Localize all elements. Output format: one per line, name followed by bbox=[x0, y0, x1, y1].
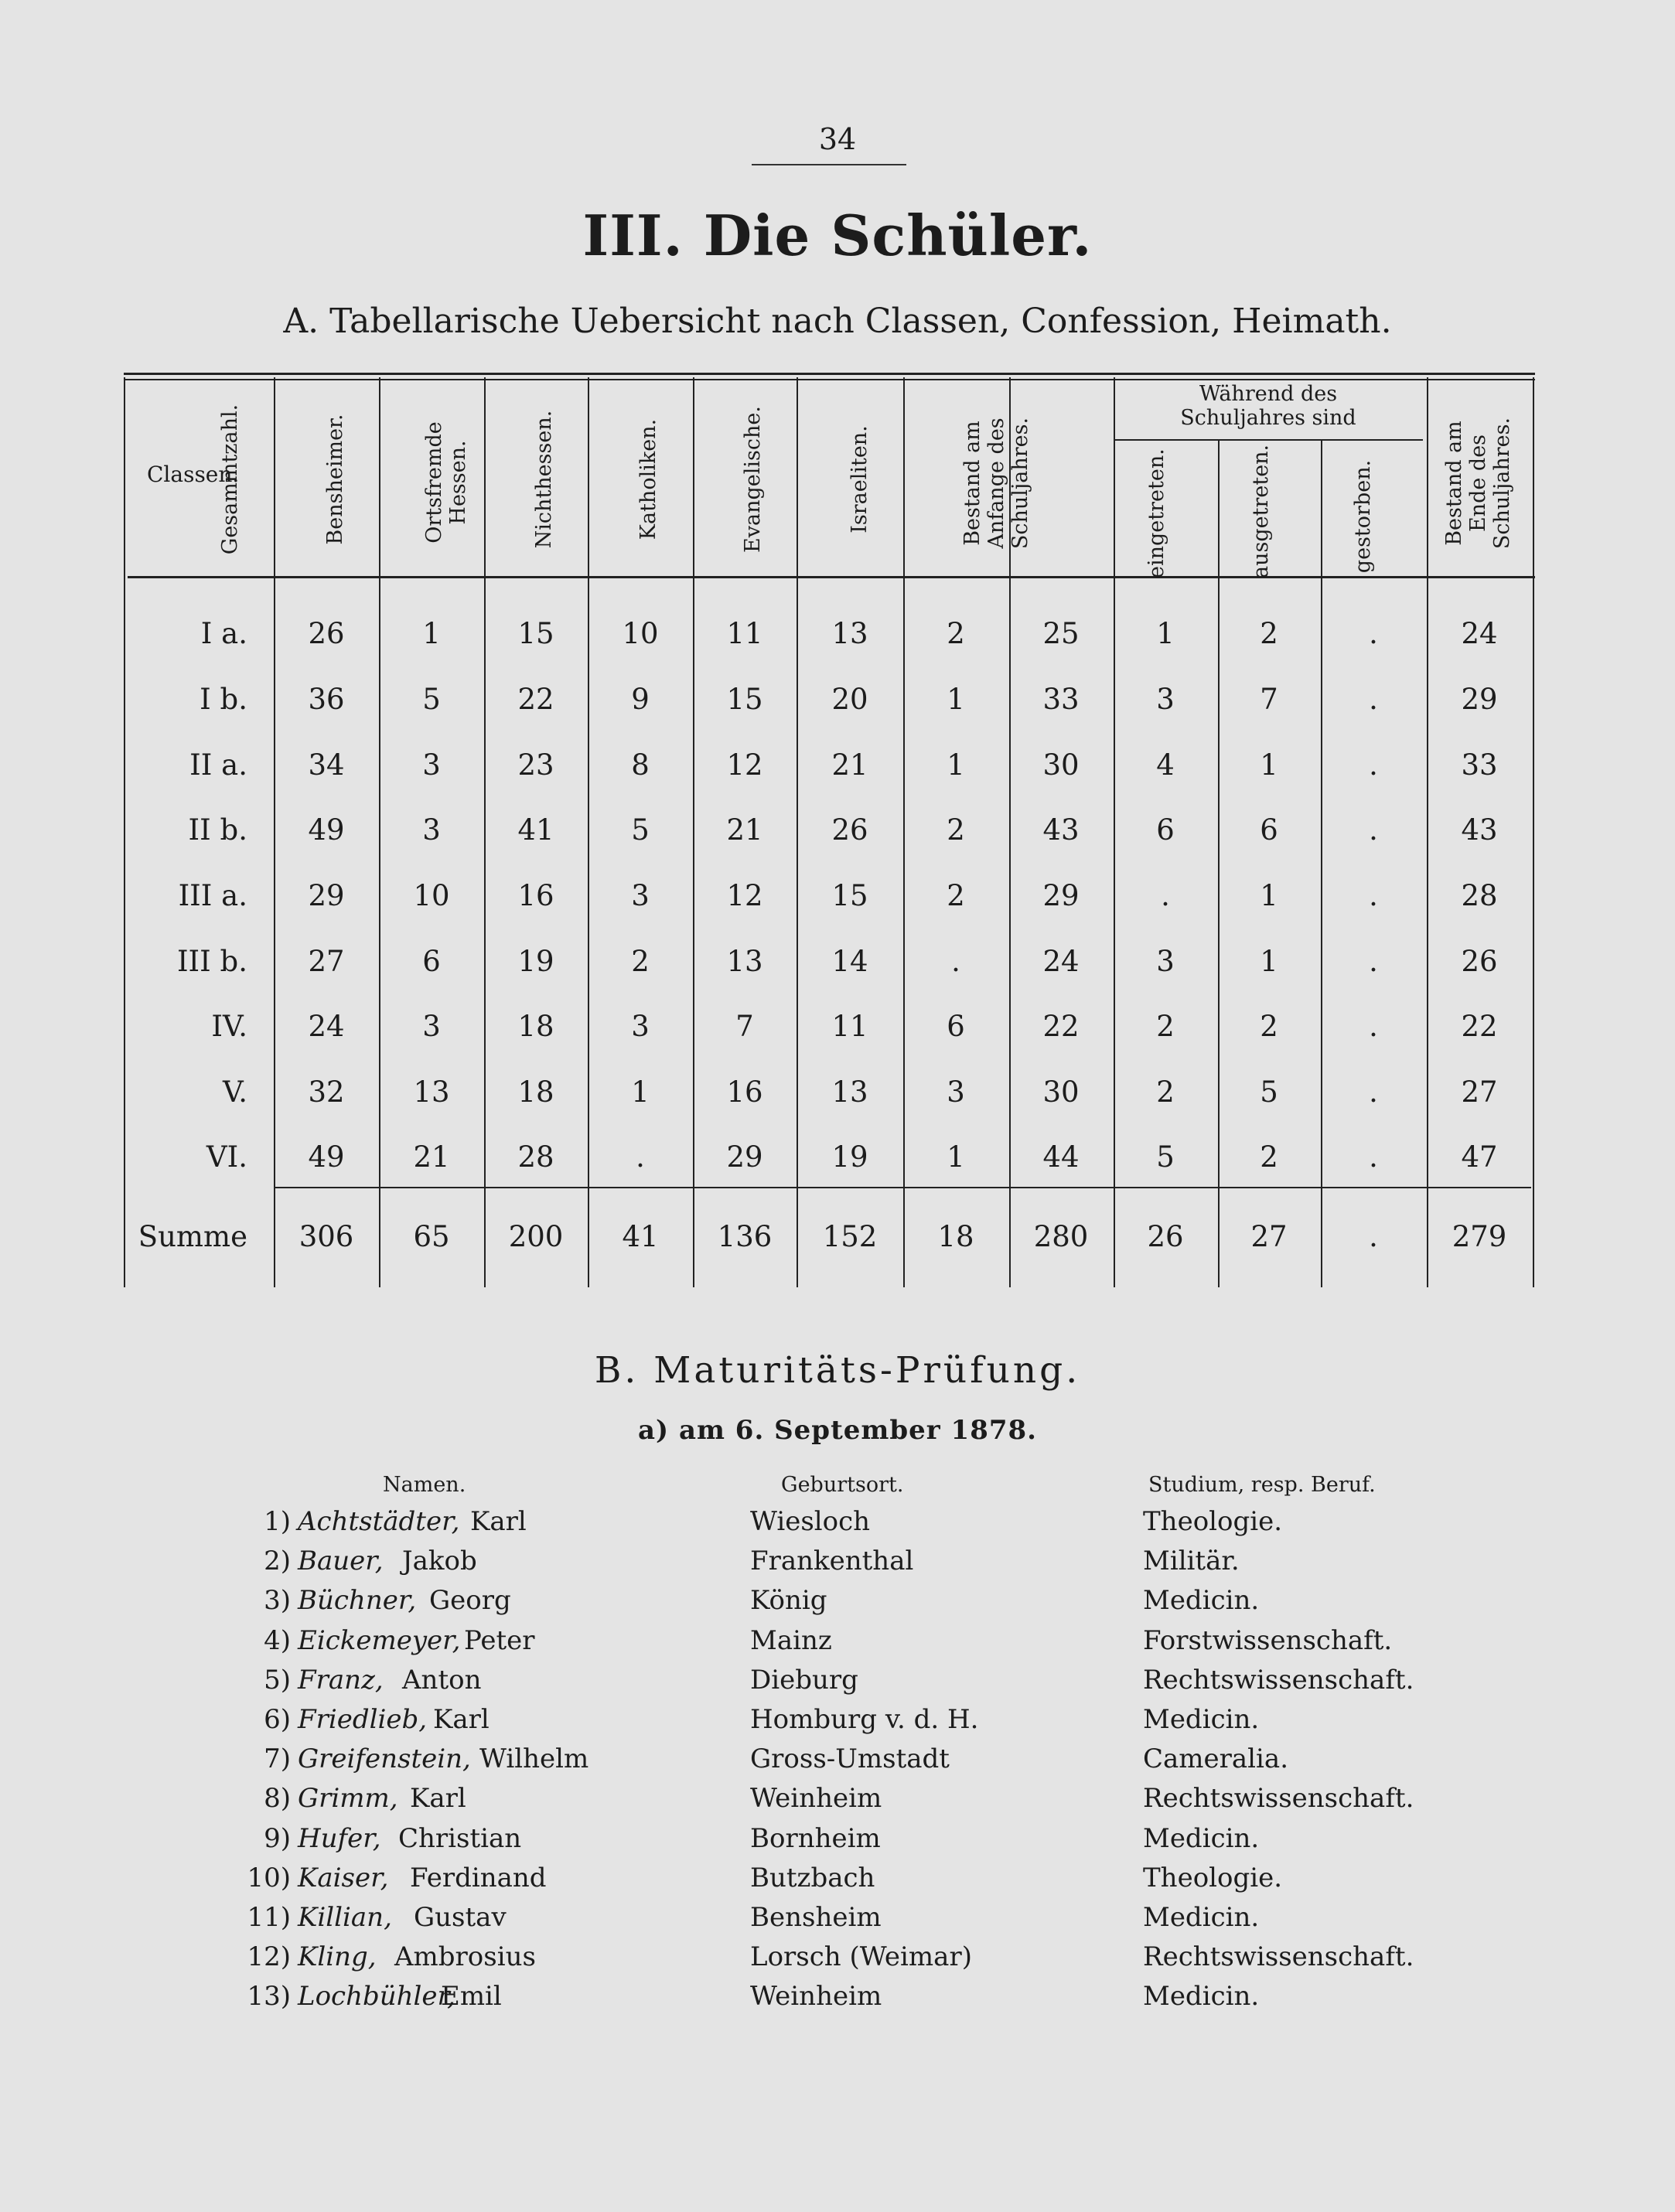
col-divider bbox=[1114, 377, 1115, 1287]
table-right-border bbox=[1533, 377, 1534, 1287]
header-bestand-ende: Bestand am Ende des Schuljahres. bbox=[1442, 417, 1514, 550]
table-row-katholiken: 11 bbox=[726, 617, 763, 650]
table-row-ausgetreten: 7 bbox=[1260, 683, 1278, 716]
table-row-label: IV. bbox=[211, 1010, 247, 1043]
student-study: Theologie. bbox=[1143, 1506, 1283, 1537]
table-row-gestorben: . bbox=[1369, 683, 1378, 716]
table-row-ortsfremde: 15 bbox=[517, 617, 554, 650]
table-row-ortsfremde: 19 bbox=[517, 945, 554, 978]
table-row-israeliten: 6 bbox=[947, 1010, 965, 1043]
table-row-israeliten: 2 bbox=[947, 879, 965, 912]
total-row-katholiken: 136 bbox=[717, 1220, 773, 1253]
total-row-gesammtzahl: 306 bbox=[298, 1220, 354, 1253]
table-row-nichthessen: 10 bbox=[622, 617, 659, 650]
table-row-eingetreten: 1 bbox=[1156, 617, 1175, 650]
student-birthplace: Gross-Umstadt bbox=[750, 1743, 950, 1775]
student-number: 10) bbox=[247, 1862, 291, 1893]
col-header-birthplace: Geburtsort. bbox=[781, 1473, 904, 1497]
student-number: 7) bbox=[264, 1743, 291, 1775]
list-item bbox=[0, 1823, 1675, 1862]
table-row-label: II a. bbox=[189, 748, 247, 782]
student-study: Rechtswissenschaft. bbox=[1143, 1664, 1414, 1696]
total-row-eingetreten: 26 bbox=[1147, 1220, 1184, 1253]
table-row-katholiken: 12 bbox=[726, 748, 763, 782]
student-study: Militär. bbox=[1143, 1546, 1240, 1577]
student-study: Rechtswissenschaft. bbox=[1143, 1941, 1414, 1973]
table-row-ortsfremde: 18 bbox=[517, 1075, 554, 1109]
student-surname: Bauer, bbox=[298, 1546, 384, 1577]
student-study: Cameralia. bbox=[1143, 1743, 1288, 1775]
student-given-name: Karl bbox=[410, 1783, 466, 1815]
table-row-katholiken: 16 bbox=[726, 1075, 763, 1109]
table-row-gesammtzahl: 49 bbox=[308, 1140, 345, 1174]
student-birthplace: Frankenthal bbox=[750, 1546, 914, 1577]
table-row-ortsfremde: 18 bbox=[517, 1010, 554, 1043]
total-row-bestand-ende: 279 bbox=[1452, 1220, 1507, 1253]
student-given-name: Ferdinand bbox=[410, 1862, 547, 1893]
table-row-gesammtzahl: 49 bbox=[308, 813, 345, 847]
table-row-label: V. bbox=[222, 1075, 247, 1109]
table-row-eingetreten: 3 bbox=[1156, 945, 1175, 978]
student-surname: Büchner, bbox=[298, 1585, 417, 1617]
total-row-nichthessen: 41 bbox=[622, 1220, 659, 1253]
col-header-study: Studium, resp. Beruf. bbox=[1148, 1473, 1376, 1497]
table-row-ortsfremde: 22 bbox=[517, 683, 554, 716]
table-row-nichthessen: 3 bbox=[631, 879, 650, 912]
table-row-eingetreten: . bbox=[1161, 879, 1170, 912]
student-surname: Hufer, bbox=[298, 1822, 381, 1854]
total-row-ortsfremde: 200 bbox=[508, 1220, 564, 1253]
list-item bbox=[0, 1625, 1675, 1664]
list-item bbox=[0, 1506, 1675, 1545]
table-row-gestorben: . bbox=[1369, 813, 1378, 847]
table-row-bestand-ende: 22 bbox=[1461, 1010, 1498, 1043]
table-row-katholiken: 15 bbox=[726, 683, 763, 716]
table-row-label: II b. bbox=[188, 813, 247, 847]
table-row-bestand-anfang: 29 bbox=[1042, 879, 1080, 912]
total-row-bensheimer: 65 bbox=[413, 1220, 450, 1253]
col-divider bbox=[1427, 377, 1428, 1287]
list-item bbox=[0, 1665, 1675, 1703]
table-row-gestorben: . bbox=[1369, 1010, 1378, 1043]
col-divider bbox=[379, 377, 380, 1287]
table-row-nichthessen: 9 bbox=[631, 683, 650, 716]
student-given-name: Emil bbox=[441, 1981, 502, 2013]
table-row-nichthessen: 5 bbox=[631, 813, 650, 847]
table-row-nichthessen: 3 bbox=[631, 1010, 650, 1043]
student-given-name: Anton bbox=[402, 1664, 482, 1696]
table-row-bestand-anfang: 22 bbox=[1042, 1010, 1080, 1043]
table-row-bensheimer: 10 bbox=[413, 879, 450, 912]
student-number: 5) bbox=[264, 1664, 291, 1696]
student-study: Theologie. bbox=[1143, 1862, 1283, 1893]
total-row-label: Summe bbox=[138, 1220, 247, 1253]
table-row-eingetreten: 3 bbox=[1156, 683, 1175, 716]
header-eingetreten: eingetreten. bbox=[1145, 448, 1168, 578]
student-number: 6) bbox=[264, 1704, 291, 1735]
student-study: Medicin. bbox=[1143, 1585, 1260, 1617]
student-surname: Achtstädter, bbox=[298, 1506, 460, 1537]
table-row-bestand-ende: 28 bbox=[1461, 879, 1498, 912]
col-divider bbox=[484, 377, 486, 1287]
table-row-bestand-anfang: 30 bbox=[1042, 748, 1080, 782]
table-title: A. Tabellarische Uebersicht nach Classen, Confession, Heimath. bbox=[283, 302, 1392, 341]
student-given-name: Wilhelm bbox=[479, 1743, 589, 1775]
table-row-evangelische: 21 bbox=[831, 748, 868, 782]
table-row-bensheimer: 3 bbox=[422, 813, 441, 847]
header-gesammtzahl: Gesammtzahl. bbox=[218, 404, 242, 555]
table-row-bestand-anfang: 25 bbox=[1042, 617, 1080, 650]
table-row-nichthessen: 2 bbox=[631, 945, 650, 978]
col-divider bbox=[903, 377, 905, 1287]
table-row-evangelische: 13 bbox=[831, 617, 868, 650]
table-row-katholiken: 12 bbox=[726, 879, 763, 912]
table-row-bestand-ende: 33 bbox=[1461, 748, 1498, 782]
page-number: 34 bbox=[818, 122, 857, 156]
header-nichthessen: Nichthessen. bbox=[532, 410, 556, 549]
table-row-katholiken: 29 bbox=[726, 1140, 763, 1174]
student-surname: Eickemeyer, bbox=[298, 1624, 461, 1656]
header-bensheimer: Bensheimer. bbox=[323, 414, 347, 545]
table-row-evangelische: 13 bbox=[831, 1075, 868, 1109]
header-waehrend: Während des Schuljahres sind bbox=[1180, 382, 1356, 430]
table-row-evangelische: 15 bbox=[831, 879, 868, 912]
table-row-bestand-anfang: 44 bbox=[1042, 1140, 1080, 1174]
student-birthplace: Bensheim bbox=[750, 1902, 882, 1933]
student-number: 11) bbox=[247, 1902, 291, 1933]
student-birthplace: Bornheim bbox=[750, 1822, 881, 1854]
col-divider bbox=[693, 377, 694, 1287]
student-given-name: Christian bbox=[398, 1822, 522, 1854]
header-ausgetreten: ausgetreten. bbox=[1249, 444, 1273, 578]
student-surname: Friedlieb, bbox=[298, 1704, 428, 1735]
table-row-gesammtzahl: 36 bbox=[308, 683, 345, 716]
student-number: 2) bbox=[264, 1546, 291, 1577]
student-number: 3) bbox=[264, 1585, 291, 1617]
header-ortsfremde: Ortsfremde Hessen. bbox=[422, 421, 470, 544]
student-surname: Greifenstein, bbox=[298, 1743, 471, 1775]
list-item bbox=[0, 1863, 1675, 1901]
list-item bbox=[0, 1783, 1675, 1822]
student-study: Medicin. bbox=[1143, 1902, 1260, 1933]
table-row-ortsfremde: 41 bbox=[517, 813, 554, 847]
student-surname: Franz, bbox=[298, 1664, 384, 1696]
table-row-gesammtzahl: 34 bbox=[308, 748, 345, 782]
student-study: Rechtswissenschaft. bbox=[1143, 1783, 1414, 1815]
table-row-israeliten: 1 bbox=[947, 683, 965, 716]
table-row-gesammtzahl: 27 bbox=[308, 945, 345, 978]
table-row-ausgetreten: 2 bbox=[1260, 1010, 1278, 1043]
table-row-bestand-anfang: 33 bbox=[1042, 683, 1080, 716]
table-row-bestand-ende: 29 bbox=[1461, 683, 1498, 716]
student-birthplace: Weinheim bbox=[750, 1783, 882, 1815]
header-bestand-anfang: Bestand am Anfange des Schuljahres. bbox=[960, 417, 1032, 550]
table-row-ausgetreten: 1 bbox=[1260, 945, 1278, 978]
student-surname: Kling, bbox=[298, 1941, 377, 1973]
header-bottom-rule bbox=[128, 576, 1535, 578]
header-katholiken: Katholiken. bbox=[636, 418, 660, 540]
table-row-label: I a. bbox=[200, 617, 247, 650]
table-row-ortsfremde: 23 bbox=[517, 748, 554, 782]
student-given-name: Ambrosius bbox=[394, 1941, 536, 1973]
col-divider bbox=[588, 377, 589, 1287]
table-row-eingetreten: 6 bbox=[1156, 813, 1175, 847]
student-number: 12) bbox=[247, 1941, 291, 1973]
table-row-gesammtzahl: 29 bbox=[308, 879, 345, 912]
table-row-eingetreten: 2 bbox=[1156, 1010, 1175, 1043]
student-study: Medicin. bbox=[1143, 1981, 1260, 2013]
total-row-evangelische: 152 bbox=[822, 1220, 878, 1253]
student-given-name: Karl bbox=[470, 1506, 527, 1537]
student-study: Medicin. bbox=[1143, 1704, 1260, 1735]
col-divider bbox=[274, 377, 275, 1287]
student-surname: Killian, bbox=[298, 1902, 392, 1933]
table-row-eingetreten: 2 bbox=[1156, 1075, 1175, 1109]
table-row-gestorben: . bbox=[1369, 1075, 1378, 1109]
student-number: 4) bbox=[264, 1624, 291, 1656]
table-row-bestand-ende: 24 bbox=[1461, 617, 1498, 650]
list-item bbox=[0, 1941, 1675, 1980]
student-given-name: Karl bbox=[433, 1704, 490, 1735]
student-study: Forstwissenschaft. bbox=[1143, 1624, 1393, 1656]
student-number: 8) bbox=[264, 1783, 291, 1815]
table-row-ortsfremde: 16 bbox=[517, 879, 554, 912]
table-row-ausgetreten: 1 bbox=[1260, 748, 1278, 782]
col-divider bbox=[1321, 441, 1322, 1287]
list-item bbox=[0, 1743, 1675, 1782]
student-surname: Grimm, bbox=[298, 1783, 398, 1815]
table-row-bestand-ende: 26 bbox=[1461, 945, 1498, 978]
table-row-israeliten: 1 bbox=[947, 1140, 965, 1174]
table-row-eingetreten: 5 bbox=[1156, 1140, 1175, 1174]
table-row-katholiken: 13 bbox=[726, 945, 763, 978]
table-row-israeliten: 2 bbox=[947, 813, 965, 847]
student-surname: Kaiser, bbox=[298, 1862, 389, 1893]
table-row-katholiken: 7 bbox=[735, 1010, 754, 1043]
table-row-label: VI. bbox=[206, 1140, 247, 1174]
student-birthplace: Wiesloch bbox=[750, 1506, 871, 1537]
table-top-rule bbox=[124, 373, 1535, 375]
total-row-israeliten: 18 bbox=[937, 1220, 974, 1253]
table-row-evangelische: 19 bbox=[831, 1140, 868, 1174]
student-given-name: Gustav bbox=[414, 1902, 507, 1933]
table-row-evangelische: 14 bbox=[831, 945, 868, 978]
table-row-gestorben: . bbox=[1369, 748, 1378, 782]
table-row-evangelische: 11 bbox=[831, 1010, 868, 1043]
student-given-name: Georg bbox=[429, 1585, 511, 1617]
page-number-rule bbox=[752, 164, 906, 165]
table-row-ausgetreten: 6 bbox=[1260, 813, 1278, 847]
table-row-israeliten: . bbox=[951, 945, 960, 978]
table-row-bestand-anfang: 30 bbox=[1042, 1075, 1080, 1109]
classen-header: Classen. bbox=[147, 462, 240, 487]
student-given-name: Peter bbox=[464, 1624, 535, 1656]
col-divider bbox=[1218, 441, 1220, 1287]
header-israeliten: Israeliten. bbox=[848, 425, 872, 533]
student-birthplace: Dieburg bbox=[750, 1664, 858, 1696]
table-row-katholiken: 21 bbox=[726, 813, 763, 847]
col-divider bbox=[797, 377, 798, 1287]
table-row-nichthessen: 8 bbox=[631, 748, 650, 782]
table-row-label: I b. bbox=[200, 683, 247, 716]
total-row-ausgetreten: 27 bbox=[1250, 1220, 1288, 1253]
table-row-bensheimer: 21 bbox=[413, 1140, 450, 1174]
list-item bbox=[0, 1546, 1675, 1584]
table-row-bensheimer: 5 bbox=[422, 683, 441, 716]
table-row-bestand-ende: 27 bbox=[1461, 1075, 1498, 1109]
list-item bbox=[0, 1902, 1675, 1941]
section-title: III. Die Schüler. bbox=[582, 203, 1093, 268]
table-row-bestand-ende: 43 bbox=[1461, 813, 1498, 847]
maturity-subtitle: a) am 6. September 1878. bbox=[637, 1415, 1038, 1446]
table-row-ausgetreten: 2 bbox=[1260, 1140, 1278, 1174]
student-number: 13) bbox=[247, 1981, 291, 2013]
table-row-gestorben: . bbox=[1369, 1140, 1378, 1174]
student-birthplace: König bbox=[750, 1585, 827, 1617]
table-row-bensheimer: 13 bbox=[413, 1075, 450, 1109]
table-top-rule-thin bbox=[124, 379, 1535, 380]
student-given-name: Jakob bbox=[402, 1546, 477, 1577]
total-row-gestorben: . bbox=[1369, 1220, 1378, 1253]
table-row-label: III a. bbox=[178, 879, 247, 912]
table-row-bensheimer: 6 bbox=[422, 945, 441, 978]
table-row-bensheimer: 3 bbox=[422, 748, 441, 782]
student-number: 1) bbox=[264, 1506, 291, 1537]
table-row-bestand-anfang: 43 bbox=[1042, 813, 1080, 847]
table-row-evangelische: 20 bbox=[831, 683, 868, 716]
list-item bbox=[0, 1704, 1675, 1743]
student-birthplace: Butzbach bbox=[750, 1862, 875, 1893]
table-row-ausgetreten: 2 bbox=[1260, 617, 1278, 650]
student-study: Medicin. bbox=[1143, 1822, 1260, 1854]
student-birthplace: Mainz bbox=[750, 1624, 832, 1656]
table-row-gestorben: . bbox=[1369, 945, 1378, 978]
table-row-label: III b. bbox=[176, 945, 247, 978]
list-item bbox=[0, 1585, 1675, 1624]
table-row-bestand-anfang: 24 bbox=[1042, 945, 1080, 978]
student-surname: Lochbühler, bbox=[298, 1981, 455, 2013]
table-row-ausgetreten: 5 bbox=[1260, 1075, 1278, 1109]
table-left-border bbox=[124, 377, 125, 1287]
table-row-nichthessen: 1 bbox=[631, 1075, 650, 1109]
list-item bbox=[0, 1981, 1675, 2019]
col-header-names: Namen. bbox=[383, 1473, 466, 1497]
student-birthplace: Homburg v. d. H. bbox=[750, 1704, 979, 1735]
table-row-nichthessen: . bbox=[636, 1140, 645, 1174]
header-evangelische: Evangelische. bbox=[741, 406, 765, 553]
total-row-bestand-anfang: 280 bbox=[1033, 1220, 1089, 1253]
waehrend-divider bbox=[1114, 439, 1423, 441]
student-birthplace: Lorsch (Weimar) bbox=[750, 1941, 972, 1973]
header-gestorben: gestorben. bbox=[1351, 459, 1375, 574]
table-row-bensheimer: 1 bbox=[422, 617, 441, 650]
student-number: 9) bbox=[264, 1822, 291, 1854]
table-row-israeliten: 1 bbox=[947, 748, 965, 782]
table-row-gesammtzahl: 26 bbox=[308, 617, 345, 650]
table-row-gesammtzahl: 32 bbox=[308, 1075, 345, 1109]
table-row-gestorben: . bbox=[1369, 617, 1378, 650]
table-row-evangelische: 26 bbox=[831, 813, 868, 847]
table-row-israeliten: 2 bbox=[947, 617, 965, 650]
table-row-gestorben: . bbox=[1369, 879, 1378, 912]
table-row-israeliten: 3 bbox=[947, 1075, 965, 1109]
table-row-bensheimer: 3 bbox=[422, 1010, 441, 1043]
table-row-eingetreten: 4 bbox=[1156, 748, 1175, 782]
table-row-bestand-ende: 47 bbox=[1461, 1140, 1498, 1174]
student-birthplace: Weinheim bbox=[750, 1981, 882, 2013]
maturity-title: B. Maturitäts-Prüfung. bbox=[594, 1349, 1081, 1392]
table-row-ausgetreten: 1 bbox=[1260, 879, 1278, 912]
table-row-ortsfremde: 28 bbox=[517, 1140, 554, 1174]
table-row-gesammtzahl: 24 bbox=[308, 1010, 345, 1043]
